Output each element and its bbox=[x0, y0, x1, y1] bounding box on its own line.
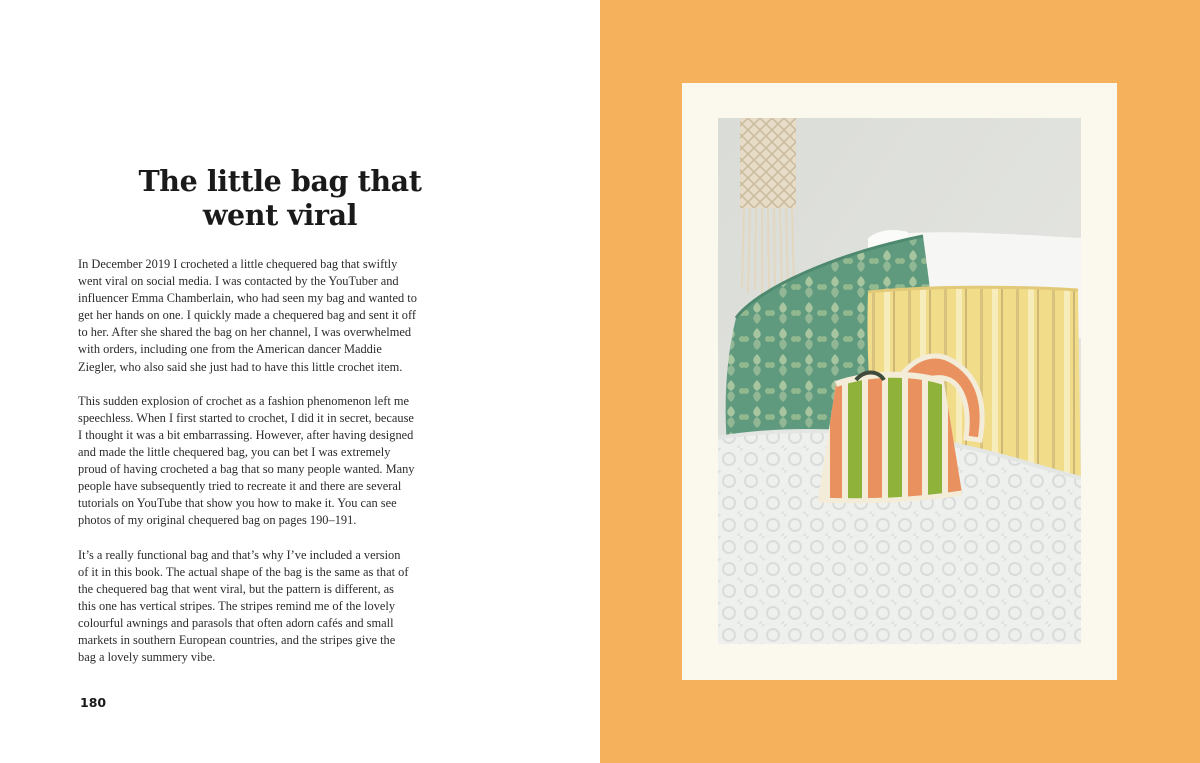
text-line: markets in southern European countries, and the stripes give the bbox=[78, 633, 396, 648]
text-line: I thought it was a bit embarrassing. However, after having designed bbox=[78, 427, 414, 442]
text-line: and made the little chequered bag, you can bet I was extremely bbox=[78, 445, 391, 460]
body-text bbox=[78, 256, 498, 683]
text-line: of it in this book. The actual shape of the bag is the same as that of bbox=[78, 564, 409, 579]
paragraph-2 bbox=[78, 393, 498, 530]
text-line: This sudden explosion of crochet as a fashion phenomenon left me bbox=[78, 393, 410, 408]
text-line: the chequered bag that went viral, but the pattern is different, as bbox=[78, 581, 394, 596]
text-line: It’s a really functional bag and that’s why I’ve included a version bbox=[78, 547, 401, 562]
text-line: people have subsequently tried to recreate it and there are several bbox=[78, 479, 402, 494]
text-line: get her hands on one. I quickly made a chequered bag and sent it off bbox=[78, 308, 416, 323]
text-line: In December 2019 I crocheted a little chequered bag that swiftly bbox=[78, 257, 398, 271]
paragraph-1 bbox=[78, 256, 498, 376]
text-line: went viral on social media. I was contacted by the YouTuber and bbox=[78, 274, 399, 289]
text-line: bag a lovely summery vibe. bbox=[78, 650, 216, 665]
text-line: to her. After she shared the bag on her channel, I was overwhelmed bbox=[78, 325, 412, 340]
text-line: this one has vertical stripes. The stripes remind me of the lovely bbox=[78, 598, 396, 613]
text-line: influencer Emma Chamberlain, who had seen my bag and wanted to bbox=[78, 291, 417, 306]
text-line: colourful awnings and parasols that often adorn cafés and small bbox=[78, 615, 394, 630]
text-line: with orders, including one from the American dancer Maddie bbox=[78, 342, 382, 357]
title-line-2: went viral bbox=[202, 198, 358, 232]
bag-photo-illustration bbox=[718, 118, 1081, 644]
text-line: photos of my original chequered bag on pages 190–191. bbox=[78, 513, 357, 528]
page-number: 180 bbox=[80, 695, 107, 710]
text-line: proud of having crocheted a bag that so many people wanted. Many bbox=[78, 462, 415, 477]
text-line: tutorials on YouTube that show you how to make it. You can see bbox=[78, 496, 397, 511]
bag-photo bbox=[718, 118, 1081, 644]
text-line: Ziegler, who also said she just had to have this little crochet item. bbox=[78, 359, 403, 374]
paragraph-3 bbox=[78, 547, 498, 667]
text-line: speechless. When I first started to crochet, I did it in secret, because bbox=[78, 410, 414, 425]
macrame-wall-hanging bbox=[740, 118, 796, 296]
page-title bbox=[78, 164, 482, 232]
title-line-1: The little bag that bbox=[138, 164, 422, 198]
